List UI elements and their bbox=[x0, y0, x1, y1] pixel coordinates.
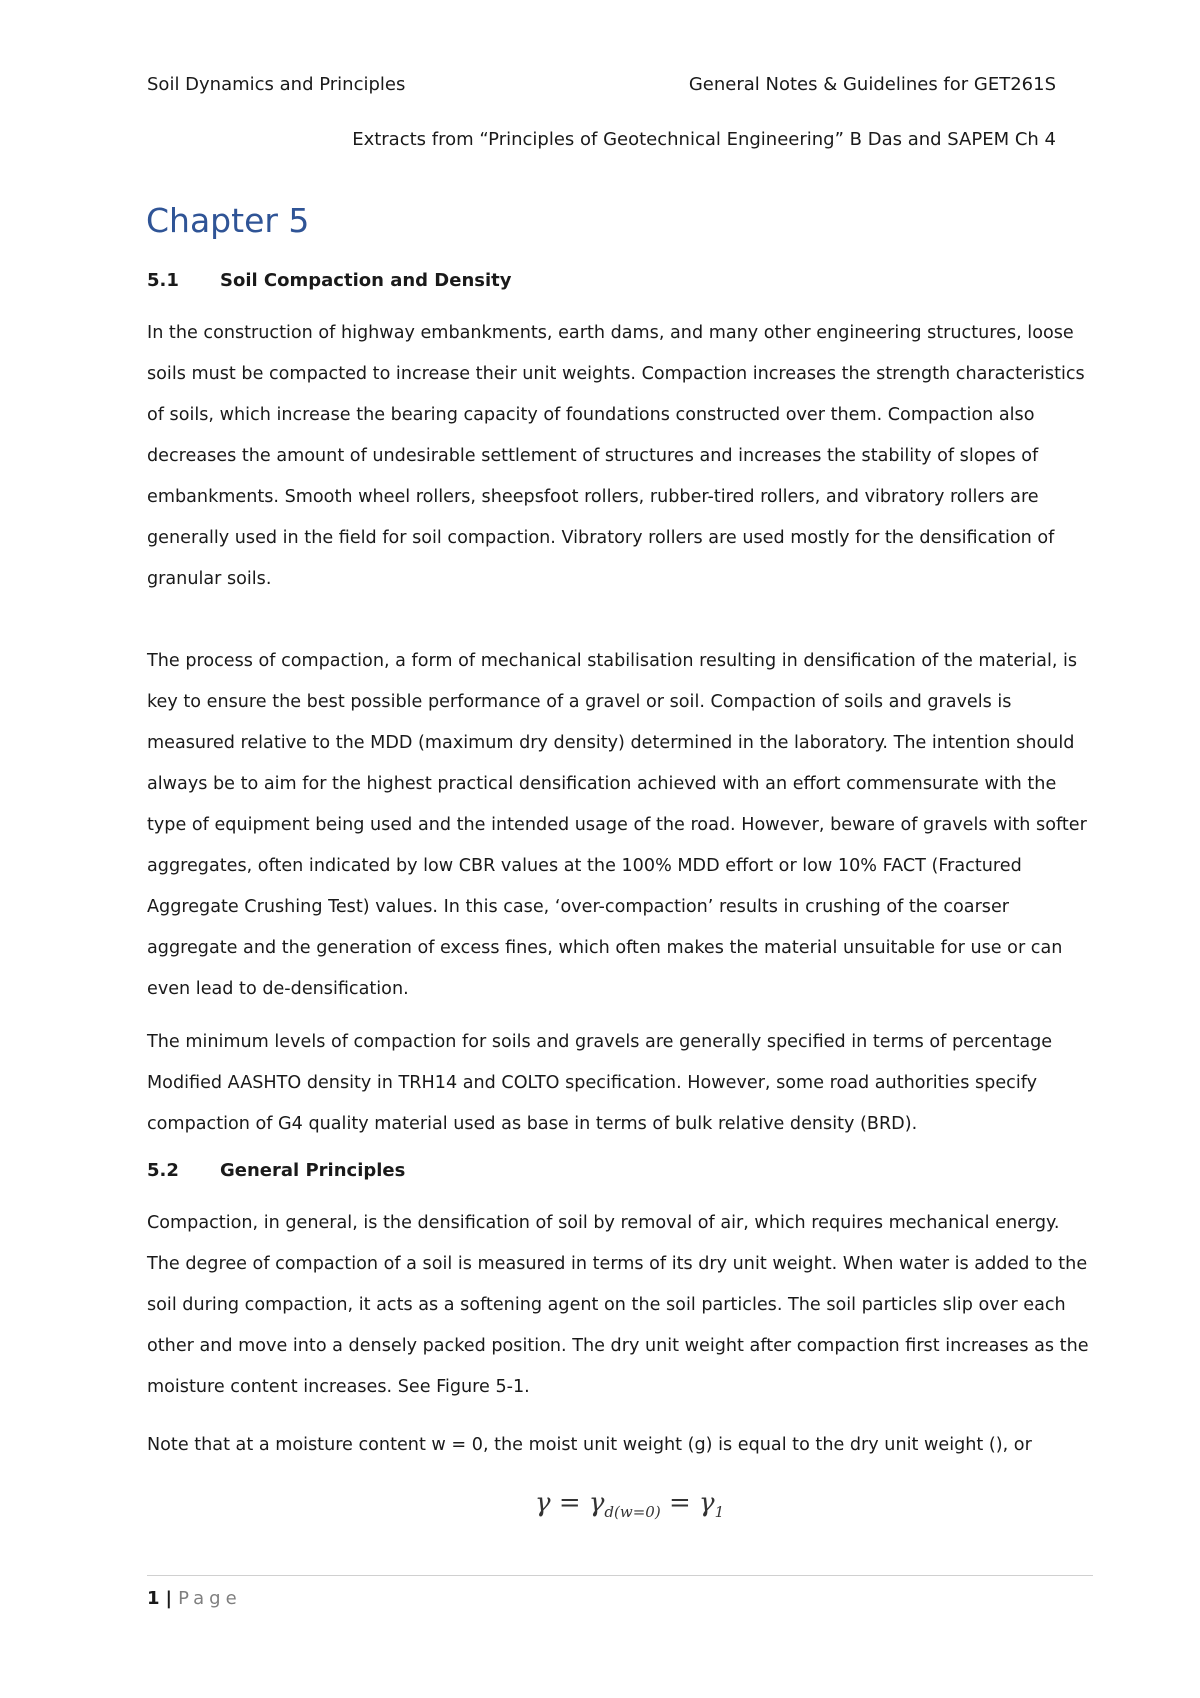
section-heading-5-2 bbox=[147, 1160, 405, 1181]
equation-lhs: γ bbox=[535, 1488, 551, 1518]
section-title: Soil Compaction and Density bbox=[220, 270, 512, 291]
paragraph: Compaction, in general, is the densification of soil by removal of air, which requires mechanical energy. The degree of compaction of a soil is measured in terms of its dry unit weight. When water is added to the soil during compaction, it acts as a softening agent on the soil particles. The soil particles slip over each other and move into a densely packed position. The dry unit weight after compaction first increases as the moisture content increases. See Figure 5-1. bbox=[147, 1213, 1089, 1397]
section-title: General Principles bbox=[220, 1160, 406, 1181]
paragraph: In the construction of highway embankments, earth dams, and many other engineering structures, loose soils must be compacted to increase their unit weights. Compaction increases the strength characteristics of soils, which increase the bearing capacity of foundations constructed over them. Compaction also decreases the amount of undesirable settlement of structures and increases the stability of slopes of embankments. Smooth wheel rollers, sheepsfoot rollers, rubber-tired rollers, and vibratory rollers are generally used in the field for soil compaction. Vibratory rollers are used mostly for the densification of granular soils. bbox=[147, 323, 1085, 589]
page-footer bbox=[147, 1588, 242, 1609]
section-heading-5-1 bbox=[147, 270, 512, 291]
source-note: Extracts from “Principles of Geotechnical Engineering” B Das and SAPEM Ch 4 bbox=[352, 129, 1056, 150]
running-header-left: Soil Dynamics and Principles bbox=[147, 74, 406, 95]
chapter-title: Chapter 5 bbox=[146, 201, 310, 240]
footer-divider bbox=[147, 1575, 1093, 1576]
equation-subscript: d(w=0) bbox=[604, 1503, 661, 1521]
section-number: 5.2 bbox=[147, 1160, 179, 1181]
page-label: Page bbox=[178, 1588, 242, 1609]
running-header-right: General Notes & Guidelines for GET261S bbox=[688, 74, 1056, 95]
equation-symbol: γ bbox=[588, 1488, 605, 1518]
equation-equals: = bbox=[558, 1488, 581, 1518]
footer-separator: | bbox=[165, 1588, 173, 1609]
equation-equals: = bbox=[668, 1488, 691, 1518]
equation-symbol: γ bbox=[699, 1488, 715, 1518]
page-number: 1 bbox=[147, 1588, 160, 1609]
paragraph: The minimum levels of compaction for soils and gravels are generally specified in terms of percentage Modified AASHTO density in TRH14 and COLTO specification. However, some road authorities specify compaction of G4 quality material used as base in terms of bulk relative density (BRD). bbox=[147, 1032, 1053, 1134]
equation-subscript: 1 bbox=[714, 1503, 725, 1521]
section-number: 5.1 bbox=[147, 270, 179, 291]
paragraph: The process of compaction, a form of mechanical stabilisation resulting in densification of the material, is key to ensure the best possible performance of a gravel or soil. Compaction of soils and gravels is measured relative to the MDD (maximum dry density) determined in the laboratory. The intention should always be to aim for the highest practical densification achieved with an effort commensurate with the type of equipment being used and the intended usage of the road. However, beware of gravels with softer aggregates, often indicated by low CBR values at the 100% MDD effort or low 10% FACT (Fractured Aggregate Crushing Test) values. In this case, ‘over-compaction’ results in crushing of the coarser aggregate and the generation of excess fines, which often makes the material unsuitable for use or can even lead to de-densification. bbox=[147, 651, 1087, 999]
unit-weight-equation bbox=[535, 1488, 724, 1521]
paragraph: Note that at a moisture content w = 0, the moist unit weight (g) is equal to the dry unit weight (), or bbox=[147, 1435, 1032, 1455]
